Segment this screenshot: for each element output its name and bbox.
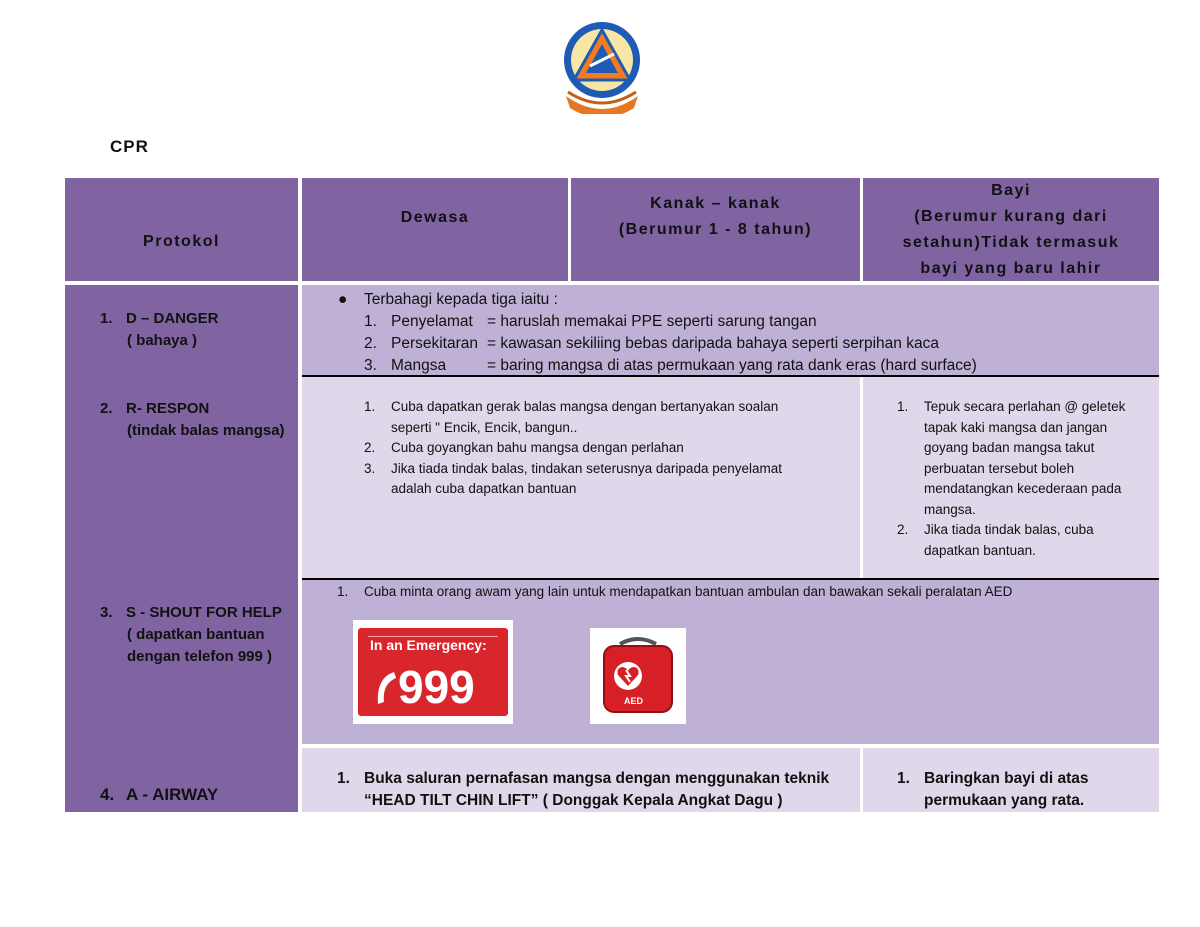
row-respon-subtitle: (tindak balas mangsa)	[127, 422, 285, 439]
row-airway-infant	[863, 748, 1159, 812]
emergency-999-sign	[353, 620, 513, 724]
danger-intro: Terbahagi kepada tiga iaitu :	[364, 291, 558, 308]
bullet-icon: ●	[338, 291, 348, 308]
danger-item-3: 3. Mangsa = baring mangsa di atas permukaan yang rata dank eras (hard surface)	[364, 357, 977, 374]
document-title: CPR	[110, 137, 149, 156]
header-protokol-label: Protokol	[143, 232, 220, 250]
header-dewasa-label: Dewasa	[400, 208, 470, 226]
civil-defence-logo	[560, 18, 644, 114]
row-shout-subtitle-2: dengan telefon 999 )	[127, 648, 273, 665]
shout-item-1: 1. Cuba minta orang awam yang lain untuk mendapatkan bantuan ambulan dan bawakan sekali peralatan AED	[337, 584, 1013, 599]
row-danger-number: 1.	[100, 310, 113, 327]
row-danger-label	[100, 308, 219, 352]
header-kanak	[571, 178, 860, 281]
row-respon-infant	[863, 377, 1159, 579]
phone-icon	[372, 668, 400, 708]
header-protokol	[65, 178, 298, 281]
aed-label: AED	[624, 696, 644, 706]
airway-adult-item-1: 1. Buka saluran pernafasan mangsa dengan menggunakan teknik “HEAD TILT CHIN LIFT” ( Donggak Kepala Angkat Dagu )	[337, 770, 830, 809]
danger-item-1: 1. Penyelamat = haruslah memakai PPE seperti sarung tangan	[364, 313, 817, 330]
airway-infant-item-1: 1. Baringkan bayi di atas permukaan yang rata.	[897, 770, 1089, 809]
header-bayi-age-2: setahun)Tidak termasuk	[902, 233, 1120, 251]
row-respon-label	[100, 398, 285, 442]
row-danger-content	[302, 285, 1159, 376]
respon-adult-item-3: 3. Jika tiada tindak balas, tindakan seterusnya daripada penyelamat adalah cuba dapatkan bantuan	[364, 460, 782, 496]
respon-adult-item-2: 2. Cuba goyangkan bahu mangsa dengan perlahan	[364, 440, 684, 455]
header-bayi-age: (Berumur kurang dari	[914, 207, 1108, 225]
row-respon-adult	[302, 377, 860, 579]
row-airway-title: A - AIRWAY	[126, 785, 219, 804]
row-shout-title: S - SHOUT FOR HELP	[126, 604, 282, 621]
danger-item-2: 2. Persekitaran = kawasan sekiliing bebas daripada bahaya seperti serpihan kaca	[364, 335, 939, 352]
row-danger-title: D – DANGER	[126, 310, 219, 327]
header-kanak-age: (Berumur 1 - 8 tahun)	[618, 220, 813, 238]
row-shout-subtitle-1: ( dapatkan bantuan	[127, 626, 265, 643]
header-kanak-label: Kanak – kanak	[650, 194, 781, 212]
sign-header: In an Emergency:	[370, 637, 487, 653]
row-respon-title: R- RESPON	[126, 400, 210, 417]
header-bayi	[863, 178, 1159, 281]
row-respon-number: 2.	[100, 400, 113, 417]
header-bayi-note: bayi yang baru lahir	[920, 259, 1102, 277]
row-shout-number: 3.	[100, 604, 113, 621]
respon-adult-item-1: 1. Cuba dapatkan gerak balas mangsa dengan bertanyakan soalan seperti " Encik, Encik, bangun..	[364, 399, 779, 435]
row-airway-number: 4.	[100, 785, 115, 804]
row-shout-label	[100, 602, 282, 668]
sign-number: 999	[398, 661, 475, 713]
respon-infant-item-1: 1. Tepuk secara perlahan @ geletek tapak kaki mangsa dan jangan goyang badan mangsa takut perbuatan tersebut boleh mendatangkan kecederaan pada mangsa.	[897, 399, 1126, 517]
row-danger-subtitle: ( bahaya )	[127, 332, 198, 349]
row-airway-label	[100, 784, 218, 806]
header-bayi-label: Bayi	[991, 181, 1031, 199]
row-airway-adult	[302, 748, 860, 812]
header-dewasa	[302, 178, 568, 281]
aed-device-image	[590, 628, 686, 724]
protocol-column	[65, 285, 298, 812]
respon-infant-item-2: 2. Jika tiada tindak balas, cuba dapatkan bantuan.	[897, 522, 1094, 558]
